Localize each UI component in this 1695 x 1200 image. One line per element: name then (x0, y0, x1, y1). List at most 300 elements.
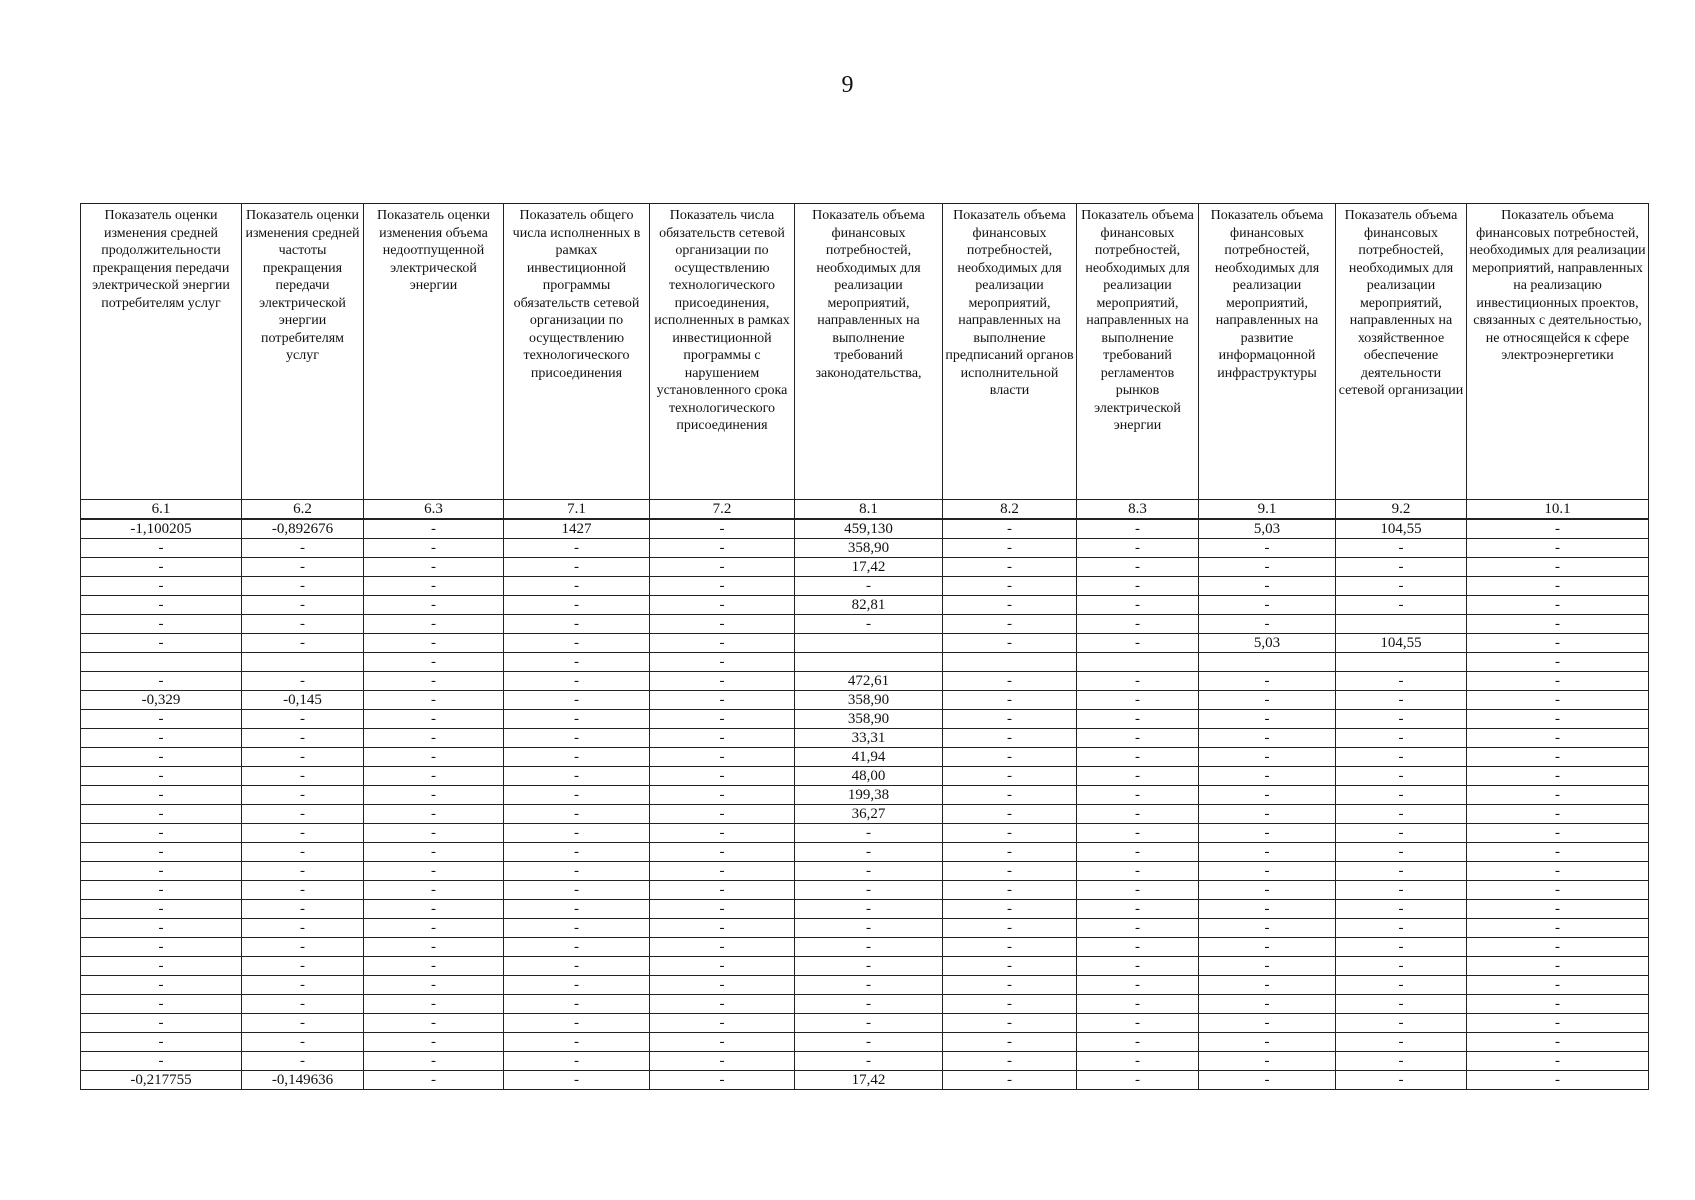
table-cell: - (795, 615, 943, 634)
table-cell: - (364, 843, 504, 862)
table-cell (1336, 653, 1467, 672)
table-cell: - (1467, 710, 1649, 729)
table-cell: 36,27 (795, 805, 943, 824)
header-cell: Показатель оценки изменения объема недоотпущенной электрической энергии (364, 204, 504, 500)
table-cell: - (504, 1014, 650, 1033)
table-cell: - (1467, 1014, 1649, 1033)
table-cell: - (650, 634, 795, 653)
table-cell: - (364, 539, 504, 558)
table-cell: - (795, 1052, 943, 1071)
table-cell: - (504, 539, 650, 558)
table-cell: - (364, 558, 504, 577)
table-cell: - (1336, 1071, 1467, 1090)
table-cell: - (364, 881, 504, 900)
table-cell: - (943, 748, 1077, 767)
table-cell: - (1199, 900, 1336, 919)
table-cell: - (242, 976, 364, 995)
table-cell: - (650, 1014, 795, 1033)
table-cell: - (242, 1014, 364, 1033)
table-cell: - (943, 596, 1077, 615)
table-cell: - (1336, 1052, 1467, 1071)
column-number: 6.1 (81, 500, 242, 520)
table-row (81, 938, 1649, 957)
table-cell: - (364, 1052, 504, 1071)
table-cell: - (1336, 938, 1467, 957)
table-cell (81, 653, 242, 672)
table-cell: - (650, 1052, 795, 1071)
table-cell: - (242, 710, 364, 729)
table-cell (1199, 653, 1336, 672)
table-cell: - (504, 976, 650, 995)
table-cell: 459,130 (795, 519, 943, 539)
table-cell: - (1077, 862, 1199, 881)
table-row (81, 748, 1649, 767)
table-cell: - (1467, 615, 1649, 634)
table-cell: - (242, 995, 364, 1014)
table-cell: 358,90 (795, 691, 943, 710)
table-cell: - (1199, 805, 1336, 824)
table-cell: - (1199, 539, 1336, 558)
header-row (81, 204, 1649, 500)
column-number: 6.3 (364, 500, 504, 520)
table-cell: - (1077, 558, 1199, 577)
table-cell: - (1336, 805, 1467, 824)
table-cell: - (364, 653, 504, 672)
table-cell: - (1467, 881, 1649, 900)
table-cell: - (795, 1014, 943, 1033)
table-cell: - (943, 672, 1077, 691)
table-row (81, 596, 1649, 615)
table-cell: - (1199, 1052, 1336, 1071)
table-cell: - (1199, 558, 1336, 577)
table-cell: - (364, 748, 504, 767)
table-cell: - (943, 976, 1077, 995)
table-cell: - (943, 938, 1077, 957)
table-row (81, 729, 1649, 748)
table-cell: - (81, 976, 242, 995)
table-cell: 17,42 (795, 1071, 943, 1090)
table-cell: - (1336, 539, 1467, 558)
table-cell: - (1077, 634, 1199, 653)
table-cell: - (943, 1014, 1077, 1033)
table-cell: - (504, 900, 650, 919)
table-cell: - (242, 786, 364, 805)
table-row (81, 710, 1649, 729)
table-cell: - (1077, 995, 1199, 1014)
table-cell: - (1077, 976, 1199, 995)
table-cell: - (1199, 615, 1336, 634)
table-cell: - (1336, 843, 1467, 862)
table-cell: - (943, 1052, 1077, 1071)
table-cell: - (364, 767, 504, 786)
table-cell: - (364, 691, 504, 710)
table-cell: - (1467, 1071, 1649, 1090)
table-cell: - (504, 653, 650, 672)
table-cell: - (943, 881, 1077, 900)
table-cell: - (81, 558, 242, 577)
table-cell: - (650, 1033, 795, 1052)
table-cell: - (81, 1033, 242, 1052)
table-cell: - (795, 881, 943, 900)
table-row (81, 786, 1649, 805)
column-number: 8.3 (1077, 500, 1199, 520)
table-cell: - (650, 653, 795, 672)
table-cell: - (242, 900, 364, 919)
table-cell: -0,145 (242, 691, 364, 710)
table-cell: - (1077, 729, 1199, 748)
table-cell: -0,892676 (242, 519, 364, 539)
table-cell: - (1467, 862, 1649, 881)
table-cell: - (650, 805, 795, 824)
table-cell: - (242, 748, 364, 767)
table-cell: - (81, 957, 242, 976)
table-cell: - (1336, 919, 1467, 938)
table-cell: - (81, 672, 242, 691)
table-cell: - (650, 824, 795, 843)
column-number: 7.1 (504, 500, 650, 520)
table-cell (795, 653, 943, 672)
table-cell: - (504, 919, 650, 938)
table-cell: - (1336, 672, 1467, 691)
table-row (81, 691, 1649, 710)
table-row (81, 862, 1649, 881)
table-row (81, 672, 1649, 691)
header-cell: Показатель оценки изменения средней частоты прекращения передачи электрической энергии потребителям услуг (242, 204, 364, 500)
table-cell: - (242, 881, 364, 900)
table-cell: - (1077, 843, 1199, 862)
table-row (81, 577, 1649, 596)
table-row (81, 881, 1649, 900)
table-cell: - (504, 596, 650, 615)
table-cell: - (1077, 824, 1199, 843)
table-cell: - (1077, 919, 1199, 938)
table-cell: - (650, 938, 795, 957)
table-row (81, 539, 1649, 558)
table-cell: - (650, 672, 795, 691)
table-cell: - (1077, 519, 1199, 539)
table-cell: 5,03 (1199, 634, 1336, 653)
table-cell: - (242, 862, 364, 881)
table-cell: - (943, 1071, 1077, 1090)
table-cell: 5,03 (1199, 519, 1336, 539)
table-cell: -1,100205 (81, 519, 242, 539)
table-row (81, 1071, 1649, 1090)
table-row (81, 957, 1649, 976)
table-cell: - (650, 843, 795, 862)
table-cell: - (650, 900, 795, 919)
table-cell: - (242, 824, 364, 843)
table-cell: - (1467, 577, 1649, 596)
table-cell: - (242, 919, 364, 938)
table-cell: - (1336, 1033, 1467, 1052)
table-cell: - (1467, 672, 1649, 691)
table-cell: - (1077, 577, 1199, 596)
table-cell: -0,217755 (81, 1071, 242, 1090)
table-cell: - (1077, 672, 1199, 691)
table-cell: - (1199, 767, 1336, 786)
table-cell: 82,81 (795, 596, 943, 615)
table-cell: - (1199, 786, 1336, 805)
table-cell: - (650, 748, 795, 767)
table-cell: - (1199, 919, 1336, 938)
table-cell: - (1336, 710, 1467, 729)
table-cell: - (1077, 900, 1199, 919)
table-cell: - (1467, 976, 1649, 995)
table-cell: 33,31 (795, 729, 943, 748)
table-cell: - (943, 539, 1077, 558)
table-cell: - (364, 634, 504, 653)
table-cell: - (504, 938, 650, 957)
table-cell: - (650, 767, 795, 786)
table-cell: - (504, 862, 650, 881)
table-cell: - (364, 615, 504, 634)
table-cell: - (795, 577, 943, 596)
table-row (81, 558, 1649, 577)
table-cell: - (1199, 881, 1336, 900)
table-cell: - (504, 843, 650, 862)
table-cell: - (1077, 1033, 1199, 1052)
table-cell: - (1199, 824, 1336, 843)
table-cell: - (1077, 615, 1199, 634)
header-cell: Показатель объема финансовых потребностей, необходимых для реализации мероприятий, направленных на выполнение требований законодательства, (795, 204, 943, 500)
table-cell: - (1336, 748, 1467, 767)
table-row (81, 1052, 1649, 1071)
table-cell: - (1199, 729, 1336, 748)
table-row (81, 995, 1649, 1014)
table-cell: - (650, 729, 795, 748)
table-row (81, 653, 1649, 672)
table-cell: - (650, 710, 795, 729)
table-cell: - (242, 577, 364, 596)
table-cell: - (81, 881, 242, 900)
table-cell: 358,90 (795, 539, 943, 558)
table-cell: - (242, 957, 364, 976)
table-cell: - (650, 558, 795, 577)
table-cell: - (650, 1071, 795, 1090)
header-cell: Показатель оценки изменения средней продолжительности прекращения передачи электрической энергии потребителям услуг (81, 204, 242, 500)
table-cell: - (1467, 938, 1649, 957)
table-cell: - (81, 862, 242, 881)
table-cell: - (81, 539, 242, 558)
table-cell: - (242, 767, 364, 786)
table-cell: - (504, 767, 650, 786)
table-cell: - (504, 1052, 650, 1071)
table-cell: - (242, 596, 364, 615)
table-cell: - (1077, 691, 1199, 710)
table-cell: - (504, 577, 650, 596)
table-cell: - (242, 615, 364, 634)
table-cell: - (650, 957, 795, 976)
header-cell: Показатель числа обязательств сетевой организации по осуществлению технологического присоединения, исполненных в рамках инвестиционной программы с нарушением установленного срока технологического присоединения (650, 204, 795, 500)
table-cell: - (81, 729, 242, 748)
table-cell: - (81, 596, 242, 615)
table-cell: - (650, 519, 795, 539)
table-cell: - (1467, 919, 1649, 938)
table-row (81, 805, 1649, 824)
table-cell: - (1467, 596, 1649, 615)
table-cell: - (650, 995, 795, 1014)
table-cell: - (1336, 957, 1467, 976)
table-cell: - (650, 881, 795, 900)
table-cell: - (1467, 900, 1649, 919)
table-cell: - (504, 729, 650, 748)
table-row (81, 615, 1649, 634)
table-cell: - (1467, 1033, 1649, 1052)
table-cell: - (1467, 824, 1649, 843)
table-cell: - (81, 900, 242, 919)
table-cell: 41,94 (795, 748, 943, 767)
table-row (81, 900, 1649, 919)
table-cell: 104,55 (1336, 519, 1467, 539)
table-cell: - (1336, 976, 1467, 995)
table-cell: - (1467, 1052, 1649, 1071)
table-cell: - (943, 786, 1077, 805)
table-cell: - (81, 843, 242, 862)
table-cell: - (81, 919, 242, 938)
table-cell: - (1467, 957, 1649, 976)
table-cell: - (795, 957, 943, 976)
table-cell: - (504, 881, 650, 900)
table-cell: - (1467, 519, 1649, 539)
table-cell: - (1336, 729, 1467, 748)
table-cell: - (650, 919, 795, 938)
table-cell: - (1336, 786, 1467, 805)
table-cell: - (81, 824, 242, 843)
table-cell: - (943, 634, 1077, 653)
table-cell: - (1077, 786, 1199, 805)
table-cell: - (943, 919, 1077, 938)
table-row (81, 1033, 1649, 1052)
table-cell: - (504, 672, 650, 691)
table-cell: - (1199, 1071, 1336, 1090)
table-cell: - (1077, 1071, 1199, 1090)
table-cell: - (1467, 843, 1649, 862)
table-cell: - (81, 786, 242, 805)
table-cell: - (1467, 786, 1649, 805)
table-cell: - (364, 519, 504, 539)
table-cell: - (364, 995, 504, 1014)
table-cell: - (1199, 672, 1336, 691)
table-cell: - (1199, 691, 1336, 710)
table-cell: - (1336, 995, 1467, 1014)
table-cell: - (795, 824, 943, 843)
table-cell: - (364, 672, 504, 691)
table-cell: - (943, 710, 1077, 729)
table-cell: - (364, 1033, 504, 1052)
table-cell: - (650, 539, 795, 558)
table-cell: - (364, 824, 504, 843)
table-cell: - (504, 634, 650, 653)
table-cell: - (1467, 539, 1649, 558)
table-cell: - (943, 862, 1077, 881)
table-cell: - (504, 710, 650, 729)
table-cell: - (943, 558, 1077, 577)
table-cell: - (364, 577, 504, 596)
table-cell: - (795, 900, 943, 919)
table-cell: - (943, 729, 1077, 748)
table-cell: - (364, 957, 504, 976)
table-cell: - (242, 729, 364, 748)
table-cell: - (504, 957, 650, 976)
table-cell: - (650, 577, 795, 596)
table-row (81, 843, 1649, 862)
table-cell: - (650, 691, 795, 710)
table-cell: - (1077, 957, 1199, 976)
header-cell: Показатель объема финансовых потребностей, необходимых для реализации мероприятий, направленных на выполнение предписаний органов исполнительной власти (943, 204, 1077, 500)
table-cell: - (1467, 634, 1649, 653)
table-cell: -0,329 (81, 691, 242, 710)
table-cell (1336, 615, 1467, 634)
column-number: 8.2 (943, 500, 1077, 520)
table-cell: - (504, 1071, 650, 1090)
table-cell: - (1077, 596, 1199, 615)
table-cell (242, 653, 364, 672)
indicators-table (80, 203, 1649, 1090)
table-cell: - (1467, 691, 1649, 710)
table-cell: - (1336, 767, 1467, 786)
table-cell: - (1336, 881, 1467, 900)
column-number: 8.1 (795, 500, 943, 520)
table-cell: - (650, 615, 795, 634)
table-cell: - (364, 862, 504, 881)
table-cell: - (1199, 596, 1336, 615)
table-cell: - (1467, 748, 1649, 767)
table-cell: - (1199, 957, 1336, 976)
table-cell: - (242, 1033, 364, 1052)
table-cell: - (364, 938, 504, 957)
table-cell: - (81, 1014, 242, 1033)
table-cell: - (943, 615, 1077, 634)
table-cell: - (504, 748, 650, 767)
table-cell: - (795, 919, 943, 938)
table-cell: - (242, 672, 364, 691)
table-cell: - (81, 615, 242, 634)
table-cell: - (943, 519, 1077, 539)
table-cell: - (242, 539, 364, 558)
table-cell: - (364, 900, 504, 919)
header-cell: Показатель общего числа исполненных в рамках инвестиционной программы обязательств сетевой организации по осуществлению технологического присоединения (504, 204, 650, 500)
table-cell: - (650, 786, 795, 805)
table-cell: - (943, 843, 1077, 862)
table-cell: - (943, 1033, 1077, 1052)
table-cell: - (795, 976, 943, 995)
table-cell: - (1336, 900, 1467, 919)
header-cell: Показатель объема финансовых потребностей, необходимых для реализации мероприятий, направленных на хозяйственное обеспечение деятельности сетевой организации (1336, 204, 1467, 500)
table-cell: - (1077, 748, 1199, 767)
table-cell: - (1077, 710, 1199, 729)
table-cell: - (504, 615, 650, 634)
table-cell: - (81, 577, 242, 596)
table-cell: - (1199, 748, 1336, 767)
header-cell: Показатель объема финансовых потребностей, необходимых для реализации мероприятий, направленных на реализацию инвестиционных проектов, связанных с деятельностью, не относящейся к сфере электроэнергетики (1467, 204, 1649, 500)
table-cell: - (1336, 691, 1467, 710)
table-row (81, 767, 1649, 786)
table-cell: 48,00 (795, 767, 943, 786)
table-cell: - (1336, 824, 1467, 843)
column-number: 9.2 (1336, 500, 1467, 520)
table-cell: - (1077, 539, 1199, 558)
table-cell: - (795, 938, 943, 957)
table-cell: - (504, 1033, 650, 1052)
header-cell: Показатель объема финансовых потребностей, необходимых для реализации мероприятий, направленных на выполнение требований регламентов рынков электрической энергии (1077, 204, 1199, 500)
table-cell: - (1336, 558, 1467, 577)
table-cell: - (1467, 558, 1649, 577)
table-cell: - (364, 976, 504, 995)
table-cell: - (943, 767, 1077, 786)
table-cell: 358,90 (795, 710, 943, 729)
table-cell: - (1467, 729, 1649, 748)
table-cell: - (1199, 710, 1336, 729)
